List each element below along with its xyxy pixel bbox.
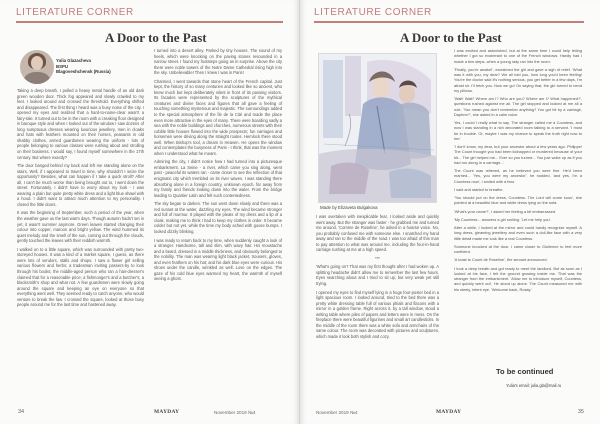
paragraph: I was ready to return back to my time, when suddenly caught a look of a stranger. Handsome, tall and slim, with wavy hair. His moustache and a beard, dressed in a middle thickness, and obviously belonged to the nobility. The man was wearing light black jacket, trousers, gloves, and even feathers on his hat; and his dark blue eyes were curious. His shoes under the candle, wrinkled as well. Love on the edges. The gaze of his cold blue eyes warmed my heart, the warmth of myself seeing a ghost. — [154, 237, 282, 282]
paragraph: It was the beginning of September, such a period of the year, when the weather gave us the last warm days. Though autumn hadn't set in yet, it wasn't summer anymore. Green leaves started changing their colour into copper, maroon and bright yellow. The wind hummed its quiet melody and the smell of the sun, coming out through the clouds, gently touched the leaves with their reddish warmth. — [17, 210, 144, 244]
paragraph: The door banged behind my back and left me standing alone on the stairs. Well, if I appeared to travel in time, why shouldn't I seize the opportunity? Besides, what can happen if I take a quick stroll? After all, I can't be much worse than being brought out to, I went down the street. Fortunately, I didn't have to worry about my look - I was wearing a plain but quite pretty white dress and a light blue shawl with a hood. I didn't want to attract much attention to my personality. I closed the little doors. — [17, 163, 144, 207]
paragraph: The sky began to darken. The sun went down slowly and there was a red sunset at the water, dazzling my eyes. The wind became stronger and full of murmur. It played with the pleats of my dress and a lip of a cloak, making me to think I had to keep my clothes in order. It became colder but not yet, while the time my body ached with goose bumps. I looked dizzily blinking. — [154, 201, 282, 234]
paragraph: 'Finally, you're awake!', exclaimed the girl and gave a sigh of relief. 'What was it with you, my dear? We all told you, how long you'd been feeling! You're the doctor said it's nothing serious, you get better in a few days, I'm afraid sir. I'll fetch you. Now we go! On saying that, the girl turned to bend my pillows. — [454, 66, 582, 93]
article-title: A Door to the Past — [400, 30, 502, 45]
magazine-logo: MAYDAY — [436, 409, 462, 415]
issue-label: November 2019 №4 — [214, 410, 256, 415]
paragraph: After a while, I looked at the mirror and could hardly recognize myself. A long dress, gleaming jewellery and even such a doll-like face with a very little detail made me look like a real Countess. — [454, 225, 582, 241]
section-heading: LITERATURE CORNER — [314, 7, 432, 18]
paragraph: 'I don't know, my dear, but your ancestor about a few years ago. Philippe! The Count thought you had been kidnapped or murdered because of your hit... The girl helped me... Ever so you turned... You just woke up as if you had run along in a carriage...' — [454, 144, 582, 165]
paragraph: Someone knocked at the door. I came closer to Giulienne to feel more confident. — [454, 243, 582, 254]
paragraph: I turned into a desert alley. Parked by tiny houses. The sound of my heels, which were knocking on the paving stones resounded in a narrow street. I found my footsteps going as in surprise. Above the city there were noble towers of the Notre Dame Cathedral rising high into the sky. Unbelievable! Then I knew I was in Paris! — [154, 48, 282, 76]
illustration-art — [319, 54, 436, 202]
paragraph: Yes, I could I really what to say. The stranger called me a Countess, and now I was standing in a rich decorated room talking to a servant. 'I must be in trouble. Or, maybe I was my chance to speak the truth right now to her.' — [454, 120, 582, 141]
to-be-continued-label: To be continued — [496, 367, 554, 376]
illustration-caption: Made by Elizaveta Bulgakova — [320, 205, 378, 210]
left-text-column-2 — [154, 48, 282, 285]
paragraph: 'What's going on? That was my first thought after I had woken up. A splitting headache didn't allow me to remember the last few hours. Eyes searching about and I tried to sit up, but very weak yet still trying. — [316, 264, 439, 287]
magazine-logo: MAYDAY — [154, 409, 180, 415]
author-school: BSPU — [56, 63, 68, 69]
paragraph: 'A toast to Count de Roseline', the servant announced. — [454, 257, 548, 263]
paragraph: 'What's your name?', I asked her feeling a bit embarrassed. — [454, 208, 557, 214]
paragraph: Admiring the city, I didn't notice how I had turned into a picturesque embankment. La Seine - a river, which came you sing along, went past - peaceful its waters ran - came closer to see the reflection of that enigmatic city which trembled on its river waves. I was standing there absorbing alone in a foreign country, unknown epoch, far away from my family and friends looking down into the water. From the bridge leading to Quartier Latin and felt such contentedness. — [154, 159, 282, 198]
paragraph: I opened my eyes to find myself lying in a huge four-poster bed in a light spacious room. I looked around, tried to the bed there was a pretty white dressing table full of various phials and flacons with a mirror in a golden frame. Right across it, by a tall window, stood a writing table where piles of papers and letters were in mess. On the fireplace there were beautiful figurines and small art candlesticks. In the middle of the room there was a white sofa and armchairs of the same colour. The room was decorated with pictures and sculptures, which made it look both stylish and cozy. — [316, 289, 439, 339]
section-heading: LITERATURE CORNER — [16, 7, 134, 18]
paragraph: 'Wait! Wait!' Where am I? Who are you? Where am I? What happened?', questions rushed against me all. The girl stopped and looked at me all a rule. 'You mean you don't remember anything? You got hit by a carriage, Daphne?', she asked in a calm voice. — [454, 96, 582, 117]
author-email: Yulia's email: julia.gla@mail.ru — [506, 383, 562, 388]
paragraph: The Count was relieved, as he believed you were fine. He'd been married... 'Yes, you were my ancestor', he nodded, 'and yes, I'm a Countess now', I smiled with a fear. — [454, 168, 582, 184]
author-city: Blagoveshchensk (Russia) — [56, 69, 111, 75]
right-page — [300, 0, 600, 424]
paragraph: I took a deep breath and got ready to meet the landlord. But as soon as I looked at his face, I felt the ground growing inside me. That was the stranger from the embankment. 'Allow me to introduce myself, Countess, and quickly went out', He stood up alone. The Count measured me with his steely, intent eye. 'Welcome back, Rosay.' — [454, 265, 582, 292]
page-number: 34 — [18, 409, 25, 415]
paragraph: I walked on to a little square, which was surrounded with pretty two-storeyed houses. It was a kind of a market square, I guess, as there were lots of vendors, stalls and shops. I saw a flower girl selling various flowers and herbs; a tradesman inviting passers-by to look through his books; the middle-aged person who ran a hair-dresser's claimed that for a reasonable price; a fishmonger's and a butcher's; a blacksmith's shop and what not. A few guardsmen were slowly going around the square and keeping an eye on everyone so that everything went well. They seemed ready to catch anyone, who would venture to break the law. I crossed the square, looked at those busy people around me for the last time and hastened away. — [17, 246, 144, 308]
author-photo — [20, 50, 54, 84]
paragraph: 'You should put on the dress, Countess. The Lord will come soon', she pointed at a beautiful blue and white dress lying on the sofa. — [454, 195, 582, 206]
author-credits — [56, 58, 111, 75]
right-text-column-1 — [316, 214, 439, 342]
paragraph: I said and started to breathe. — [454, 186, 504, 192]
author-name: Yulia Glazacheva — [56, 58, 91, 63]
paragraph: 'My Countess... answers a girl smiling. 'Let me help you'. — [454, 216, 552, 222]
left-footer — [18, 409, 281, 417]
paragraph: Taking a deep breath, I pulled a heavy metal handle of an old dark green wooden door. Thick fog appeared and slowly crawled to my feet. I looked around and crossed the threshold. Everything shifted and disappeared. The first thing I heard was a busy noise of the city. I opened my eyes and realized that a hard-to-name-clear wasn't a fairy-tale. It turned out to be in the room with a creaking floor designed in baroque style and when I looked out of the window I saw dozens of long sumptuous dresses wearing luxurious jewellery, men in cloaks and hats with feathers mounted on their horses, peasants in old shabby clothes, armed guardsmen wearing the uniform - lots of people belonging to various classes were rushing about and strolling on their business. I would say, I found myself somewhere in the 17th century. But where exactly? — [17, 88, 144, 160]
watercolor-illustration — [318, 53, 437, 203]
section-divider — [314, 21, 584, 23]
page-number: 35 — [577, 409, 584, 415]
left-text-column-1 — [17, 88, 144, 311]
paragraph: Charmed, I went towards that stone heart of the French capital. Just kept, the history of so many centuries and looked like so ancient, who knew much but kept deliberately silent in front of its passing visitors. Its facades were represented by the sculptures of the mythical creatures and divine faces and figures that all gave a feeling of touching something mysterious and majestic. The surroundings added to the special atmosphere of the Île de la Cité and made the place even more attractive in the eyes of many. There were boarding sadly a sea with the noble buildings and churches, numerous streets with their cobble little houses flowed into the wide prospects; fun carriages and horsemen were driving along the straight routes. Hemlock there stood well. When Bishop's tool, a dream in Heaven. He opens the window and contemplates the busyness of Paris - I think, that was the moment when I understood what he meant. — [154, 78, 282, 156]
paragraph: I was overtaken with inexplicable fear. I looked aside and quickly went away. But the stranger was faster - he grabbed me and turned me around. 'Comme de Roseline', he asked in a hoarse voice. No, you probably confused me with someone else. I snatched my hand away and ran to the middle of the road. I was too afraid of this man to pay attention to what was around me, including the four-in-hand carriage rushing at me at a high speed. — [316, 214, 439, 253]
section-break: *** — [375, 255, 380, 261]
issue-label: November 2019 №4 — [316, 410, 358, 415]
paragraph: I was excited and astonished, but at the same time I could help telling whether I got so exuberant to one of the French windows. Hardly had I made a few steps, when a young lady ran into the room. — [454, 48, 582, 64]
right-text-column-2 — [454, 48, 582, 295]
right-footer — [316, 409, 584, 417]
article-title: A Door to the Past — [105, 30, 207, 45]
section-divider — [16, 21, 283, 23]
